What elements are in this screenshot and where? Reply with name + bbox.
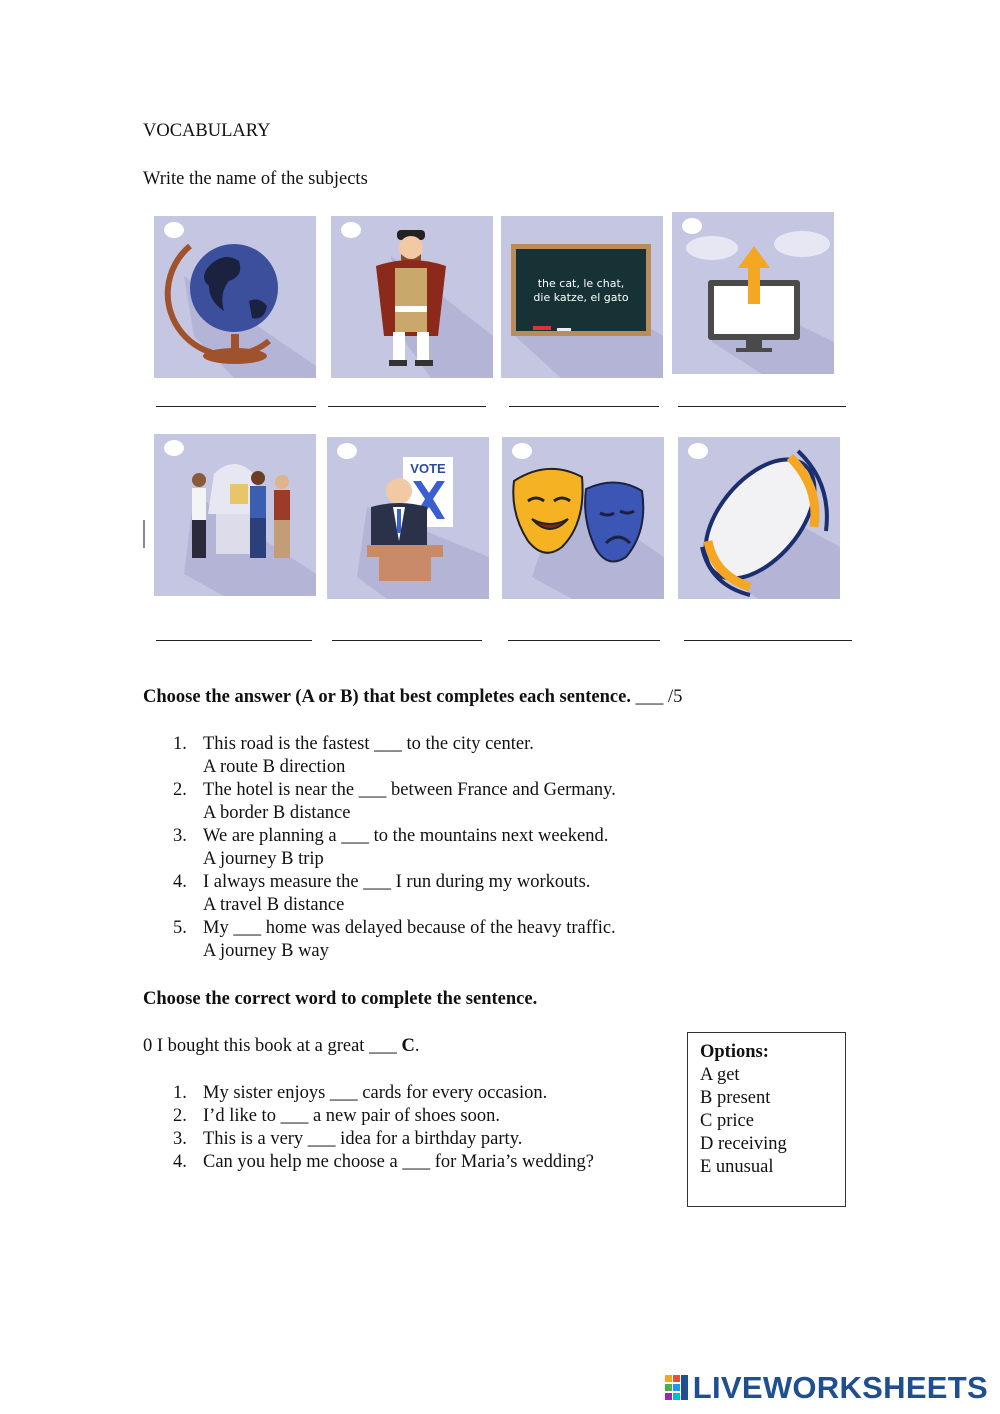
example-text: 0 I bought this book at a great ___ (143, 1036, 402, 1056)
answer-line[interactable] (678, 406, 846, 407)
question-number: 4. (173, 1152, 187, 1172)
rugby-ball-picture (678, 437, 840, 599)
computer-picture (672, 212, 834, 374)
example-end: . (414, 1036, 420, 1056)
option-item: C price (700, 1111, 754, 1131)
liveworksheets-logo[interactable] (665, 1370, 988, 1406)
answer-line[interactable] (509, 406, 659, 407)
question-options: A travel B distance (203, 895, 345, 915)
section1-questions (143, 733, 616, 963)
globe-picture (154, 216, 316, 378)
board-text-line-2: die katze, el gato (533, 291, 629, 304)
theatre-masks-picture (502, 437, 664, 599)
vote-sign-text: VOTE (410, 461, 446, 476)
question-sentence: We are planning a ___ to the mountains next weekend. (203, 826, 609, 846)
question-sentence: My ___ home was delayed because of the heavy traffic. (203, 918, 616, 938)
question-options: A journey B trip (203, 849, 324, 869)
answer-line[interactable] (684, 640, 852, 641)
question-number: 3. (173, 826, 187, 846)
option-item: E unusual (700, 1157, 774, 1177)
question-item (143, 733, 616, 779)
question-sentence: I’d like to ___ a new pair of shoes soon. (203, 1106, 500, 1126)
answer-line[interactable] (332, 640, 482, 641)
question-sentence: This is a very ___ idea for a birthday party. (203, 1129, 523, 1149)
section1-title: Choose the answer (A or B) that best completes each sentence. (143, 687, 631, 707)
question-item (143, 871, 616, 917)
question-options: A route B direction (203, 757, 346, 777)
margin-mark (143, 520, 145, 548)
options-title: Options: (700, 1042, 769, 1062)
logo-icon (665, 1375, 689, 1401)
chalkboard-picture (501, 216, 663, 378)
question-number: 4. (173, 872, 187, 892)
question-sentence: The hotel is near the ___ between France and Germany. (203, 780, 616, 800)
options-box (687, 1032, 846, 1207)
question-number: 1. (173, 734, 187, 754)
question-sentence: This road is the fastest ___ to the city center. (203, 734, 534, 754)
question-item (143, 1151, 594, 1174)
option-item: B present (700, 1088, 771, 1108)
question-sentence: I always measure the ___ I run during my workouts. (203, 872, 591, 892)
option-item: A get (700, 1065, 740, 1085)
question-item (143, 779, 616, 825)
question-options: A border B distance (203, 803, 351, 823)
king-picture (331, 216, 493, 378)
question-number: 5. (173, 918, 187, 938)
section1-header (143, 686, 682, 709)
example-answer: C (401, 1036, 415, 1056)
question-sentence: Can you help me choose a ___ for Maria’s wedding? (203, 1152, 594, 1172)
logo-text: LIVEWORKSHEETS (692, 1370, 988, 1405)
board-text-line-1: the cat, le chat, (537, 277, 625, 290)
instruction: Write the name of the subjects (143, 169, 368, 189)
section2-questions (143, 1082, 594, 1174)
answer-line[interactable] (156, 406, 316, 407)
question-item (143, 1082, 594, 1105)
question-number: 3. (173, 1129, 187, 1149)
question-number: 2. (173, 1106, 187, 1126)
question-sentence: My sister enjoys ___ cards for every occasion. (203, 1083, 548, 1103)
question-number: 2. (173, 780, 187, 800)
answer-line[interactable] (156, 640, 312, 641)
option-item: D receiving (700, 1134, 787, 1154)
answer-line[interactable] (328, 406, 486, 407)
question-item (143, 1105, 594, 1128)
question-options: A journey B way (203, 941, 329, 961)
question-item (143, 1128, 594, 1151)
question-item (143, 825, 616, 871)
answer-line[interactable] (508, 640, 660, 641)
section1-score: ___ /5 (635, 687, 683, 707)
page-title: VOCABULARY (143, 121, 271, 141)
politician-picture (327, 437, 489, 599)
question-number: 1. (173, 1083, 187, 1103)
example-sentence (143, 1035, 419, 1058)
tourists-picture (154, 434, 316, 596)
question-item (143, 917, 616, 963)
section2-title: Choose the correct word to complete the sentence. (143, 989, 538, 1009)
